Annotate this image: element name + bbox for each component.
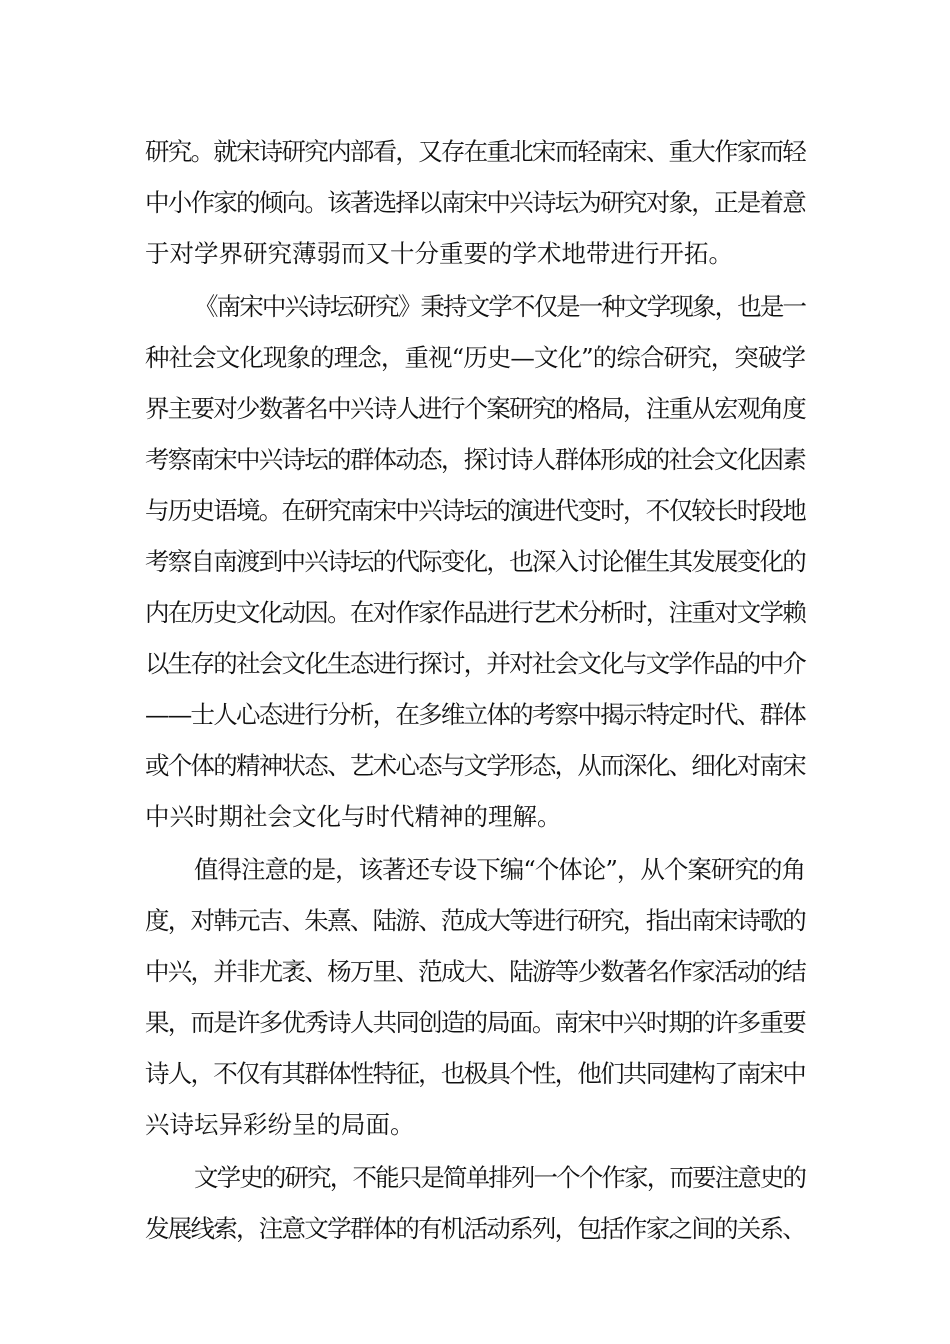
paragraph-1-line-1: 研究。就宋诗研究内部看，又存在重北宋而轻南宋、重大作家而轻 — [145, 137, 805, 166]
paragraph-2-line-5: 与历史语境。在研究南宋中兴诗坛的演进代变时，不仅较长时段地 — [145, 496, 805, 525]
paragraph-2-line-10: 或个体的精神状态、艺术心态与文学形态，从而深化、细化对南宋 — [145, 751, 805, 780]
paragraph-2-line-7: 内在历史文化动因。在对作家作品进行艺术分析时，注重对文学赖 — [145, 598, 805, 627]
paragraph-2-line-1: 《南宋中兴诗坛研究》秉持文学不仅是一种文学现象，也是一 — [194, 292, 805, 321]
paragraph-3-line-3: 中兴，并非尤袤、杨万里、范成大、陆游等少数著名作家活动的结 — [145, 957, 805, 986]
paragraph-4-line-1: 文学史的研究，不能只是简单排列一个个作家，而要注意史的 — [194, 1163, 805, 1192]
paragraph-2-line-4: 考察南宋中兴诗坛的群体动态，探讨诗人群体形成的社会文化因素 — [145, 445, 805, 474]
paragraph-2-line-3: 界主要对少数著名中兴诗人进行个案研究的格局，注重从宏观角度 — [145, 394, 805, 423]
paragraph-3-line-2: 度，对韩元吉、朱熹、陆游、范成大等进行研究，指出南宋诗歌的 — [145, 906, 805, 935]
paragraph-4-line-2: 发展线索，注意文学群体的有机活动系列，包括作家之间的关系、 — [145, 1214, 805, 1243]
paragraph-2-line-8: 以生存的社会文化生态进行探讨，并对社会文化与文学作品的中介 — [145, 649, 805, 678]
paragraph-3-line-1: 值得注意的是，该著还专设下编“个体论”，从个案研究的角 — [194, 855, 805, 884]
paragraph-1-line-2: 中小作家的倾向。该著选择以南宋中兴诗坛为研究对象，正是着意 — [145, 188, 805, 217]
paragraph-3-line-5: 诗人，不仅有其群体性特征，也极具个性，他们共同建构了南宋中 — [145, 1059, 805, 1088]
paragraph-3-line-4: 果，而是许多优秀诗人共同创造的局面。南宋中兴时期的许多重要 — [145, 1008, 805, 1037]
paragraph-2-line-11: 中兴时期社会文化与时代精神的理解。 — [145, 802, 562, 831]
paragraph-1-line-3: 于对学界研究薄弱而又十分重要的学术地带进行开拓。 — [145, 239, 733, 268]
paragraph-2-line-6: 考察自南渡到中兴诗坛的代际变化，也深入讨论催生其发展变化的 — [145, 547, 805, 576]
paragraph-2-line-2: 种社会文化现象的理念，重视“历史—文化”的综合研究，突破学 — [145, 343, 805, 372]
paragraph-2-line-9: ——士人心态进行分析，在多维立体的考察中揭示特定时代、群体 — [145, 700, 805, 729]
paragraph-3-line-6: 兴诗坛异彩纷呈的局面。 — [145, 1110, 415, 1139]
